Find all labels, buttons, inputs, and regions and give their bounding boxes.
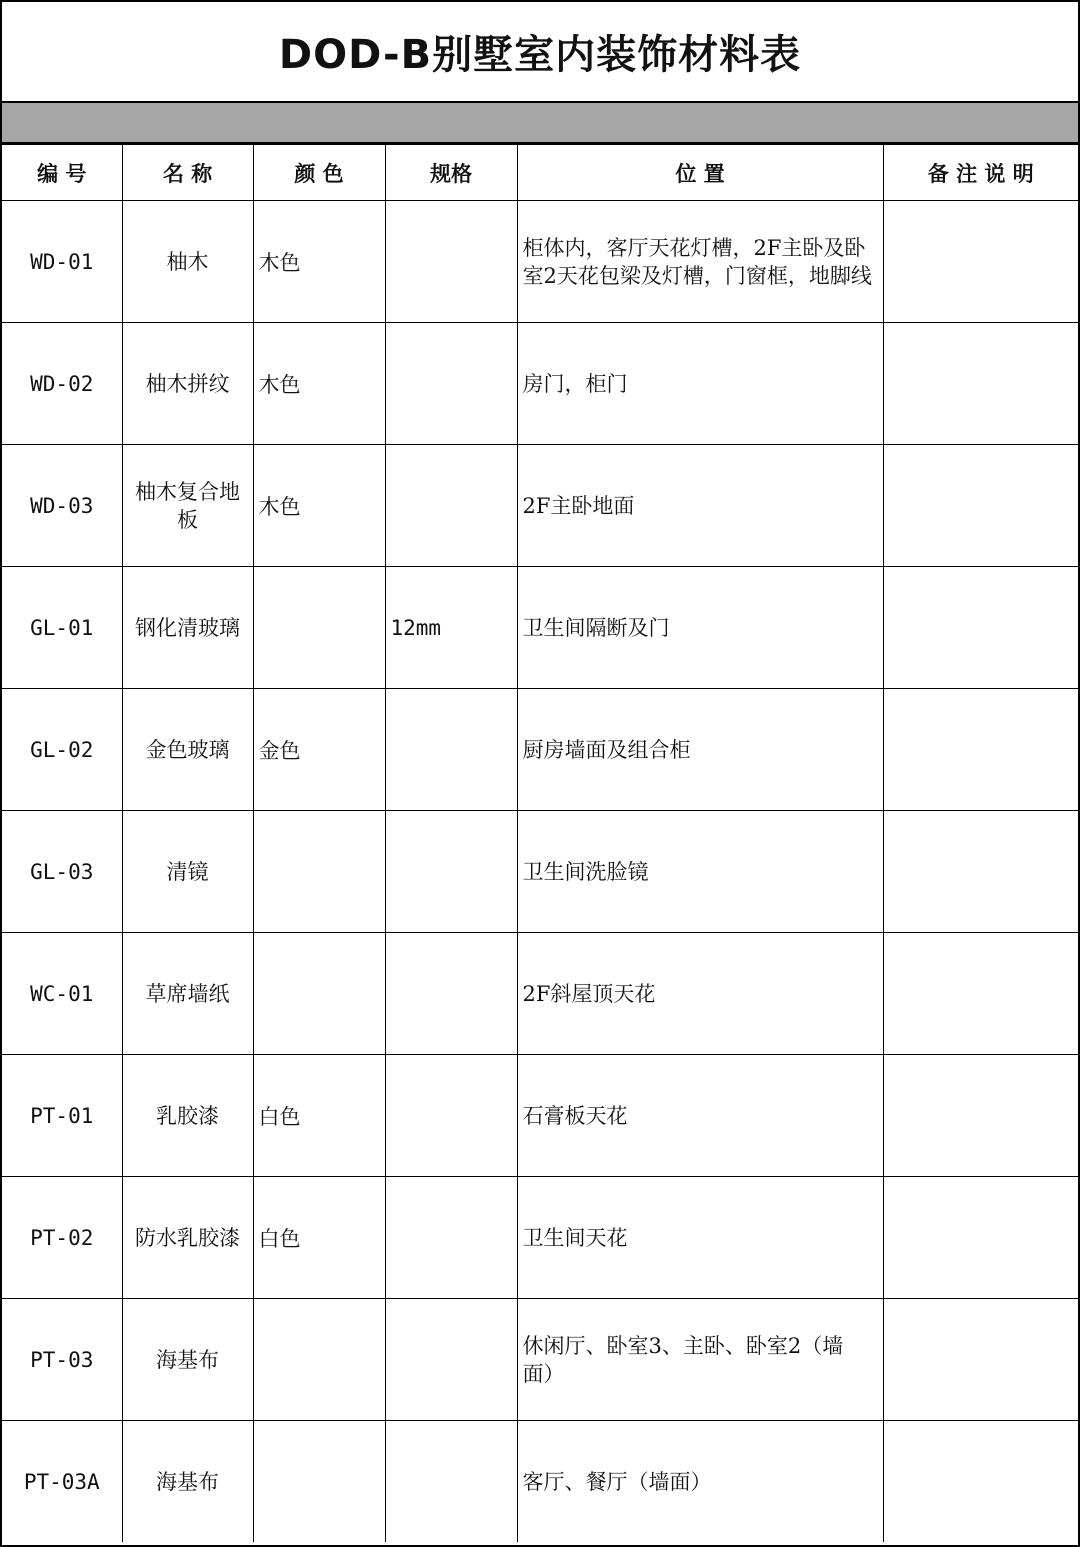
cell-notes (883, 933, 1078, 1055)
cell-code: PT-02 (2, 1177, 122, 1299)
cell-notes (883, 201, 1078, 323)
cell-spec (385, 323, 517, 445)
cell-location: 石膏板天花 (517, 1055, 883, 1177)
cell-location: 2F斜屋顶天花 (517, 933, 883, 1055)
table-row (2, 1177, 1078, 1299)
cell-color (253, 1421, 385, 1543)
cell-location: 2F主卧地面 (517, 445, 883, 567)
cell-location: 卫生间洗脸镜 (517, 811, 883, 933)
cell-name: 柚木拼纹 (122, 323, 253, 445)
table-row (2, 689, 1078, 811)
table-row (2, 1421, 1078, 1543)
cell-code: WD-02 (2, 323, 122, 445)
cell-code: GL-02 (2, 689, 122, 811)
cell-name: 柚木复合地板 (122, 445, 253, 567)
table-row (2, 201, 1078, 323)
cell-spec (385, 1177, 517, 1299)
cell-color (253, 1299, 385, 1421)
cell-name: 草席墙纸 (122, 933, 253, 1055)
cell-spec (385, 1299, 517, 1421)
page-title: DOD-B别墅室内装饰材料表 (2, 2, 1078, 103)
column-header-name: 名 称 (122, 145, 253, 201)
column-header-notes: 备 注 说 明 (883, 145, 1078, 201)
cell-notes (883, 811, 1078, 933)
column-header-color: 颜 色 (253, 145, 385, 201)
cell-code: WD-03 (2, 445, 122, 567)
cell-color: 木色 (253, 445, 385, 567)
cell-code: WC-01 (2, 933, 122, 1055)
cell-name: 金色玻璃 (122, 689, 253, 811)
cell-notes (883, 445, 1078, 567)
table-row (2, 933, 1078, 1055)
cell-spec (385, 201, 517, 323)
cell-spec: 12mm (385, 567, 517, 689)
cell-notes (883, 689, 1078, 811)
cell-name: 柚木 (122, 201, 253, 323)
cell-notes (883, 323, 1078, 445)
cell-code: PT-01 (2, 1055, 122, 1177)
cell-location: 卫生间天花 (517, 1177, 883, 1299)
cell-color: 白色 (253, 1177, 385, 1299)
cell-color: 木色 (253, 201, 385, 323)
cell-name: 钢化清玻璃 (122, 567, 253, 689)
table-row (2, 1299, 1078, 1421)
cell-notes (883, 1177, 1078, 1299)
table-row (2, 323, 1078, 445)
column-header-spec: 规格 (385, 145, 517, 201)
cell-spec (385, 1421, 517, 1543)
cell-color (253, 933, 385, 1055)
cell-spec (385, 1055, 517, 1177)
table-row (2, 445, 1078, 567)
materials-table (2, 144, 1078, 1542)
cell-location: 卫生间隔断及门 (517, 567, 883, 689)
cell-color (253, 567, 385, 689)
cell-color: 木色 (253, 323, 385, 445)
cell-spec (385, 689, 517, 811)
cell-location: 柜体内，客厅天花灯槽，2F主卧及卧室2天花包梁及灯槽，门窗框，地脚线 (517, 201, 883, 323)
cell-notes (883, 1421, 1078, 1543)
column-header-code: 编 号 (2, 145, 122, 201)
cell-code: GL-03 (2, 811, 122, 933)
cell-name: 海基布 (122, 1299, 253, 1421)
cell-spec (385, 811, 517, 933)
cell-code: GL-01 (2, 567, 122, 689)
cell-name: 乳胶漆 (122, 1055, 253, 1177)
table-row (2, 567, 1078, 689)
cell-location: 厨房墙面及组合柜 (517, 689, 883, 811)
cell-name: 海基布 (122, 1421, 253, 1543)
cell-notes (883, 1299, 1078, 1421)
cell-location: 房门，柜门 (517, 323, 883, 445)
cell-spec (385, 933, 517, 1055)
cell-color: 金色 (253, 689, 385, 811)
cell-code: PT-03A (2, 1421, 122, 1543)
cell-code: PT-03 (2, 1299, 122, 1421)
cell-spec (385, 445, 517, 567)
header-band (2, 103, 1078, 144)
cell-name: 清镜 (122, 811, 253, 933)
cell-location: 客厅、餐厅（墙面） (517, 1421, 883, 1543)
column-header-location: 位 置 (517, 145, 883, 201)
table-row (2, 1055, 1078, 1177)
table-header-row (2, 145, 1078, 201)
cell-color (253, 811, 385, 933)
cell-color: 白色 (253, 1055, 385, 1177)
cell-code: WD-01 (2, 201, 122, 323)
cell-notes (883, 1055, 1078, 1177)
cell-location: 休闲厅、卧室3、主卧、卧室2（墙面） (517, 1299, 883, 1421)
cell-notes (883, 567, 1078, 689)
table-row (2, 811, 1078, 933)
cell-name: 防水乳胶漆 (122, 1177, 253, 1299)
